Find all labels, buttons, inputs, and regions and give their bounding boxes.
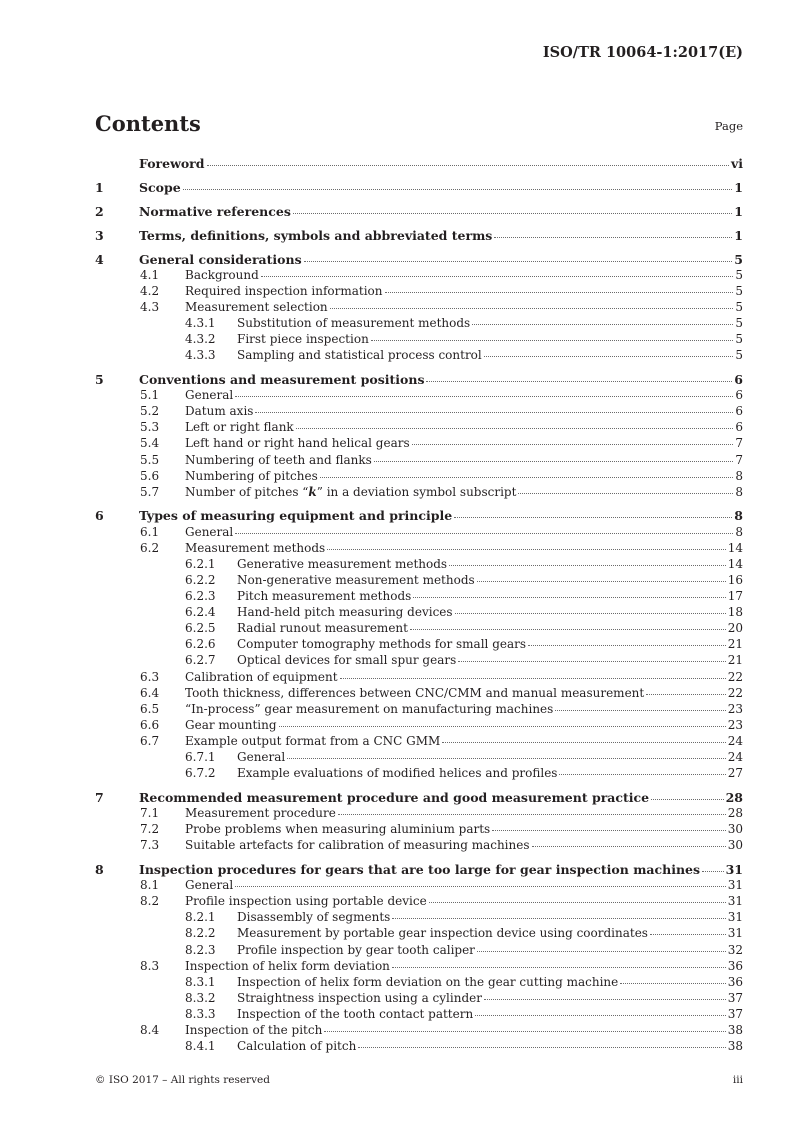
toc-entry-title: Computer tomography methods for small gears <box>237 637 527 652</box>
dot-leader <box>410 629 726 630</box>
toc-entry-title: Measurement procedure <box>185 806 336 821</box>
toc-entry-number: 5.7 <box>140 484 160 499</box>
toc-entry-5-1[interactable] <box>95 387 743 403</box>
toc-entry-page: 6 <box>735 420 743 435</box>
toc-entry-number: 8.3 <box>140 958 160 973</box>
dot-leader <box>371 340 734 341</box>
toc-entry-title: General <box>185 388 234 403</box>
toc-entry-6-7[interactable] <box>95 733 743 749</box>
dot-leader <box>235 886 725 887</box>
dot-leader <box>392 918 725 919</box>
dot-leader <box>412 444 734 445</box>
dot-leader <box>374 461 734 462</box>
toc-entry-2[interactable] <box>95 204 743 219</box>
toc-entry-page: 31 <box>727 910 743 925</box>
toc-entry-title: Radial runout measurement <box>237 621 408 636</box>
toc-entry-8-3[interactable] <box>95 958 743 974</box>
dot-leader <box>458 661 725 662</box>
toc-entry-number: 6.6 <box>140 717 160 732</box>
toc-entry-title: Disassembly of segments <box>237 910 391 925</box>
toc-entry-5-5[interactable] <box>95 452 743 468</box>
toc-entry-number: 4.3.3 <box>185 348 216 363</box>
dot-leader <box>392 967 726 968</box>
toc-entry-number: 6.2.6 <box>185 637 216 652</box>
toc-entry-page: 22 <box>727 669 743 684</box>
toc-entry-5[interactable] <box>95 372 743 387</box>
toc-entry-title: Background <box>185 267 259 282</box>
dot-leader <box>261 276 734 277</box>
toc-entry-4-3[interactable] <box>95 299 743 315</box>
toc-entry-title: First piece inspection <box>237 332 369 347</box>
contents-heading: Contents <box>95 111 201 136</box>
dot-leader <box>646 694 726 695</box>
toc-entry-number: 6.7.1 <box>185 749 216 764</box>
toc-entry-6-2-1[interactable] <box>95 556 743 572</box>
toc-entry-number: 8.4.1 <box>185 1039 216 1054</box>
dot-leader <box>330 308 734 309</box>
dot-leader <box>449 565 726 566</box>
toc-entry-title: Suitable artefacts for calibration of measuring machines <box>185 838 530 853</box>
dot-leader <box>279 726 726 727</box>
toc-entry-number: 5 <box>95 371 104 387</box>
toc-entry-4-2[interactable] <box>95 283 743 299</box>
dot-leader <box>532 846 726 847</box>
toc-entry-number: 6.2 <box>140 540 160 555</box>
toc-entry-title: Inspection procedures for gears that are too large for gear inspection machines <box>139 862 701 877</box>
toc-entry-page: 8 <box>734 508 743 524</box>
toc-entry-page: 20 <box>727 621 743 636</box>
toc-entry-page: 36 <box>727 958 743 973</box>
toc-entry-title: Generative measurement methods <box>237 556 448 571</box>
toc-entry-title: Profile inspection using portable device <box>185 894 427 909</box>
toc-entry-8-2-1[interactable] <box>95 909 743 925</box>
toc-entry-number: 5.6 <box>140 468 160 483</box>
dot-leader <box>340 678 726 679</box>
toc-entry-4-3-2[interactable] <box>95 331 743 347</box>
toc-entry-6-4[interactable] <box>95 685 743 701</box>
toc-entry-number: 8.2.1 <box>185 910 216 925</box>
toc-entry-page: 16 <box>727 572 743 587</box>
toc-entry-page: 31 <box>727 878 743 893</box>
toc-entry-page: 38 <box>727 1039 743 1054</box>
toc-entry-title: Inspection of helix form deviation <box>185 958 390 973</box>
toc-entry-4[interactable] <box>95 252 743 267</box>
toc-entry-8-4[interactable] <box>95 1022 743 1038</box>
dot-leader <box>477 951 726 952</box>
symbol-k: k <box>308 484 317 499</box>
toc-entry-page: 21 <box>727 637 743 652</box>
toc-entry-6-6[interactable] <box>95 717 743 733</box>
dot-leader <box>426 381 732 382</box>
toc-entry-number: 6.5 <box>140 701 160 716</box>
dot-leader <box>492 830 726 831</box>
toc-entry-number: 7.1 <box>140 806 160 821</box>
toc-entry-number: 6.7.2 <box>185 766 216 781</box>
toc-entry-page: 1 <box>734 227 743 243</box>
toc-entry-page: 5 <box>734 251 743 267</box>
toc-entry-number: 6.2.2 <box>185 572 216 587</box>
toc-entry-page: 23 <box>727 717 743 732</box>
toc-entry-8-2-3[interactable] <box>95 942 743 958</box>
toc-entry-page: 37 <box>727 1006 743 1021</box>
toc-entry-6-2-3[interactable] <box>95 588 743 604</box>
toc-entry-6-2-5[interactable] <box>95 620 743 636</box>
dot-leader <box>358 1047 725 1048</box>
toc-entry-title: Inspection of the pitch <box>185 1023 323 1038</box>
toc-entry-number: 8.3.1 <box>185 974 216 989</box>
toc-entry-8-3-1[interactable] <box>95 974 743 990</box>
dot-leader <box>559 774 725 775</box>
toc-entry-number: 8.2.2 <box>185 926 216 941</box>
toc-entry-number: 4.2 <box>140 283 160 298</box>
toc-entry-number: 4.3.2 <box>185 332 216 347</box>
table-of-contents <box>95 156 743 1054</box>
toc-entry-number: 4.3.1 <box>185 315 216 330</box>
toc-entry-title: Inspection of helix form deviation on the gear cutting machine <box>237 974 619 989</box>
toc-entry-title: Example evaluations of modified helices and profiles <box>237 766 558 781</box>
toc-entry-6-5[interactable] <box>95 701 743 717</box>
dot-leader <box>484 356 734 357</box>
toc-entry-6-2-7[interactable] <box>95 652 743 668</box>
toc-entry-page: 8 <box>735 484 743 499</box>
toc-entry-title: Foreword <box>139 156 205 171</box>
toc-entry-6-7-2[interactable] <box>95 765 743 781</box>
toc-entry-page: 7 <box>735 436 743 451</box>
toc-entry-6-2-6[interactable] <box>95 636 743 652</box>
toc-entry-8-1[interactable] <box>95 877 743 893</box>
toc-entry-number: 7 <box>95 789 104 805</box>
toc-entry-title: “In-process” gear measurement on manufacturing machines <box>185 701 554 716</box>
toc-entry-page: 1 <box>734 203 743 219</box>
toc-entry-number: 6 <box>95 508 104 524</box>
toc-entry-number: 2 <box>95 203 104 219</box>
dot-leader <box>477 581 726 582</box>
toc-entry-5-6[interactable] <box>95 468 743 484</box>
toc-entry-title: Pitch measurement methods <box>237 589 412 604</box>
toc-entry-number: 8.2.3 <box>185 942 216 957</box>
dot-leader <box>518 493 733 494</box>
dot-leader <box>475 1015 726 1016</box>
dot-leader <box>702 871 724 872</box>
toc-entry-page: 31 <box>727 894 743 909</box>
toc-entry-4-1[interactable] <box>95 267 743 283</box>
toc-entry-8[interactable] <box>95 862 743 877</box>
dot-leader <box>183 189 733 190</box>
toc-entry-title: Straightness inspection using a cylinder <box>237 990 482 1005</box>
toc-entry-number: 4.1 <box>140 267 160 282</box>
toc-entry-page: 5 <box>735 283 743 298</box>
dot-leader <box>650 934 726 935</box>
toc-entry-page: 24 <box>727 733 743 748</box>
toc-entry-page: 21 <box>727 653 743 668</box>
toc-entry-5-3[interactable] <box>95 419 743 435</box>
toc-entry-8-3-3[interactable] <box>95 1006 743 1022</box>
toc-entry-6[interactable] <box>95 508 743 523</box>
toc-entry-4-3-3[interactable] <box>95 347 743 363</box>
toc-entry-number: 6.7 <box>140 733 160 748</box>
dot-leader <box>455 613 726 614</box>
toc-entry-number: 1 <box>95 179 104 195</box>
toc-entry-number: 6.2.1 <box>185 556 216 571</box>
toc-entry-title: Example output format from a CNC GMM <box>185 733 441 748</box>
toc-entry-title: Tooth thickness, differences between CNC/CMM and manual measurement <box>185 685 645 700</box>
toc-entry-6-2-4[interactable] <box>95 604 743 620</box>
toc-entry-page: 6 <box>735 404 743 419</box>
toc-entry-title: General <box>237 749 286 764</box>
dot-leader <box>413 597 725 598</box>
toc-entry-page: 17 <box>727 589 743 604</box>
toc-entry-page: 37 <box>727 990 743 1005</box>
toc-entry-title: Datum axis <box>185 404 254 419</box>
toc-entry-number: 8.4 <box>140 1023 160 1038</box>
toc-entry-page: 31 <box>727 926 743 941</box>
toc-entry-title: Terms, definitions, symbols and abbreviated terms <box>139 227 493 243</box>
toc-entry-5-7[interactable] <box>95 484 743 500</box>
dot-leader <box>207 165 729 166</box>
toc-entry-title: Measurement selection <box>185 299 328 314</box>
toc-entry-title: Profile inspection by gear tooth caliper <box>237 942 475 957</box>
toc-entry-page: 22 <box>727 685 743 700</box>
toc-entry-5-4[interactable] <box>95 435 743 451</box>
toc-entry-number: 4 <box>95 251 104 267</box>
toc-entry-6-7-1[interactable] <box>95 749 743 765</box>
toc-entry-page: 5 <box>735 315 743 330</box>
toc-entry-title: Optical devices for small spur gears <box>237 653 457 668</box>
toc-entry-5-2[interactable] <box>95 403 743 419</box>
toc-entry-page: 8 <box>735 468 743 483</box>
toc-entry-number: 6.1 <box>140 524 160 539</box>
toc-entry-number: 8.3.3 <box>185 1006 216 1021</box>
toc-entry-number: 6.2.7 <box>185 653 216 668</box>
dot-leader <box>320 477 734 478</box>
toc-entry-number: 8 <box>95 862 104 877</box>
toc-entry-7-1[interactable] <box>95 805 743 821</box>
toc-entry-title: Left or right flank <box>185 420 294 435</box>
dot-leader <box>620 983 725 984</box>
toc-entry-title: Numbering of pitches <box>185 468 318 483</box>
dot-leader <box>327 549 726 550</box>
toc-entry-page: 7 <box>735 452 743 467</box>
toc-entry-6-2[interactable] <box>95 540 743 556</box>
toc-entry-number: 5.3 <box>140 420 160 435</box>
toc-entry-title: Number of pitches “k” in a deviation symbol subscript <box>185 484 517 499</box>
toc-entry-title: Substitution of measurement methods <box>237 315 471 330</box>
toc-entry-7-2[interactable] <box>95 821 743 837</box>
dot-leader <box>255 412 733 413</box>
toc-entry-page: 23 <box>727 701 743 716</box>
toc-entry-7-3[interactable] <box>95 837 743 853</box>
dot-leader <box>338 814 726 815</box>
toc-entry-title: Required inspection information <box>185 283 383 298</box>
toc-entry-8-2[interactable] <box>95 893 743 909</box>
toc-entry-title: Probe problems when measuring aluminium parts <box>185 822 491 837</box>
toc-entry-title: Calibration of equipment <box>185 669 338 684</box>
toc-entry-6-3[interactable] <box>95 669 743 685</box>
toc-entry-8-4-1[interactable] <box>95 1038 743 1054</box>
toc-entry-number: 4.3 <box>140 299 160 314</box>
dot-leader <box>484 999 726 1000</box>
dot-leader <box>555 710 725 711</box>
toc-entry-number: 6.2.5 <box>185 621 216 636</box>
toc-entry-number: 5.1 <box>140 388 160 403</box>
dot-leader <box>454 517 732 518</box>
toc-entry-number: 8.1 <box>140 878 160 893</box>
toc-entry-title: Left hand or right hand helical gears <box>185 436 410 451</box>
toc-entry-page: 18 <box>727 605 743 620</box>
toc-entry-number: 8.2 <box>140 894 160 909</box>
toc-entry-7[interactable] <box>95 790 743 805</box>
toc-entry-title: Scope <box>139 179 181 195</box>
toc-entry-page: 24 <box>727 749 743 764</box>
toc-entry-page: vi <box>730 156 743 171</box>
toc-entry-number: 7.3 <box>140 838 160 853</box>
toc-entry-page: 28 <box>727 806 743 821</box>
toc-entry-number: 6.2.4 <box>185 605 216 620</box>
toc-entry-page: 5 <box>735 332 743 347</box>
toc-entry-page: 31 <box>725 862 743 877</box>
dot-leader <box>235 533 733 534</box>
toc-entry-number: 5.2 <box>140 404 160 419</box>
dot-leader <box>651 799 723 800</box>
toc-entry-page: 14 <box>727 540 743 555</box>
toc-entry-title: Inspection of the tooth contact pattern <box>237 1006 474 1021</box>
toc-entry-1[interactable] <box>95 180 743 195</box>
toc-entry-page: 5 <box>735 299 743 314</box>
toc-entry-page: 27 <box>727 766 743 781</box>
toc-entry-number: 6.2.3 <box>185 589 216 604</box>
toc-entry-page: 30 <box>727 822 743 837</box>
dot-leader <box>442 742 725 743</box>
toc-entry-page: 6 <box>734 371 743 387</box>
toc-entry-page: 5 <box>735 348 743 363</box>
toc-entry-number: 3 <box>95 227 104 243</box>
toc-entry-8-2-2[interactable] <box>95 925 743 941</box>
toc-entry-3[interactable] <box>95 228 743 243</box>
toc-entry-title: Non-generative measurement methods <box>237 572 475 587</box>
toc-entry-title: Hand-held pitch measuring devices <box>237 605 453 620</box>
toc-entry-page: 28 <box>725 789 743 805</box>
toc-entry-8-3-2[interactable] <box>95 990 743 1006</box>
toc-entry-page: 32 <box>727 942 743 957</box>
toc-entry-page: 8 <box>735 524 743 539</box>
toc-entry-title: General considerations <box>139 251 302 267</box>
toc-entry-title: Sampling and statistical process control <box>237 348 482 363</box>
toc-entry-number: 5.4 <box>140 436 160 451</box>
toc-entry-title: Conventions and measurement positions <box>139 371 425 387</box>
toc-entry-page: 14 <box>727 556 743 571</box>
toc-entry-number: 8.3.2 <box>185 990 216 1005</box>
toc-entry-page: 6 <box>735 388 743 403</box>
dot-leader <box>293 213 732 214</box>
toc-entry-title: Numbering of teeth and flanks <box>185 452 372 467</box>
toc-entry-6-2-2[interactable] <box>95 572 743 588</box>
dot-leader <box>494 237 732 238</box>
copyright-notice: © ISO 2017 – All rights reserved <box>95 1074 270 1086</box>
toc-entry-title: Recommended measurement procedure and good measurement practice <box>139 789 650 805</box>
toc-entry-number: 5.5 <box>140 452 160 467</box>
dot-leader <box>235 396 733 397</box>
toc-entry-title: Types of measuring equipment and principle <box>139 508 453 524</box>
dot-leader <box>304 261 733 262</box>
dot-leader <box>385 292 734 293</box>
document-identifier: ISO/TR 10064-1:2017(E) <box>542 44 743 61</box>
toc-entry-title: General <box>185 878 234 893</box>
page-number: iii <box>732 1074 743 1086</box>
toc-entry-6-1[interactable] <box>95 524 743 540</box>
toc-entry-page: 30 <box>727 838 743 853</box>
page-column-label: Page <box>714 119 743 133</box>
dot-leader <box>324 1031 725 1032</box>
dot-leader <box>296 428 734 429</box>
toc-entry-title: Measurement methods <box>185 540 326 555</box>
toc-entry-number: 6.4 <box>140 685 160 700</box>
toc-entry-number: 6.3 <box>140 669 160 684</box>
dot-leader <box>528 645 726 646</box>
toc-entry-page: 5 <box>735 267 743 282</box>
toc-entry-title: Normative references <box>139 203 291 219</box>
dot-leader <box>472 324 733 325</box>
toc-entry-page: 36 <box>727 974 743 989</box>
toc-entry-foreword[interactable] <box>95 156 743 171</box>
dot-leader <box>429 902 726 903</box>
toc-entry-title: General <box>185 524 234 539</box>
toc-entry-page: 1 <box>734 179 743 195</box>
toc-entry-title: Gear mounting <box>185 717 277 732</box>
toc-entry-page: 38 <box>727 1023 743 1038</box>
toc-entry-number: 7.2 <box>140 822 160 837</box>
toc-entry-title: Measurement by portable gear inspection device using coordinates <box>237 926 648 941</box>
toc-entry-title: Calculation of pitch <box>237 1039 357 1054</box>
dot-leader <box>287 758 725 759</box>
toc-entry-4-3-1[interactable] <box>95 315 743 331</box>
